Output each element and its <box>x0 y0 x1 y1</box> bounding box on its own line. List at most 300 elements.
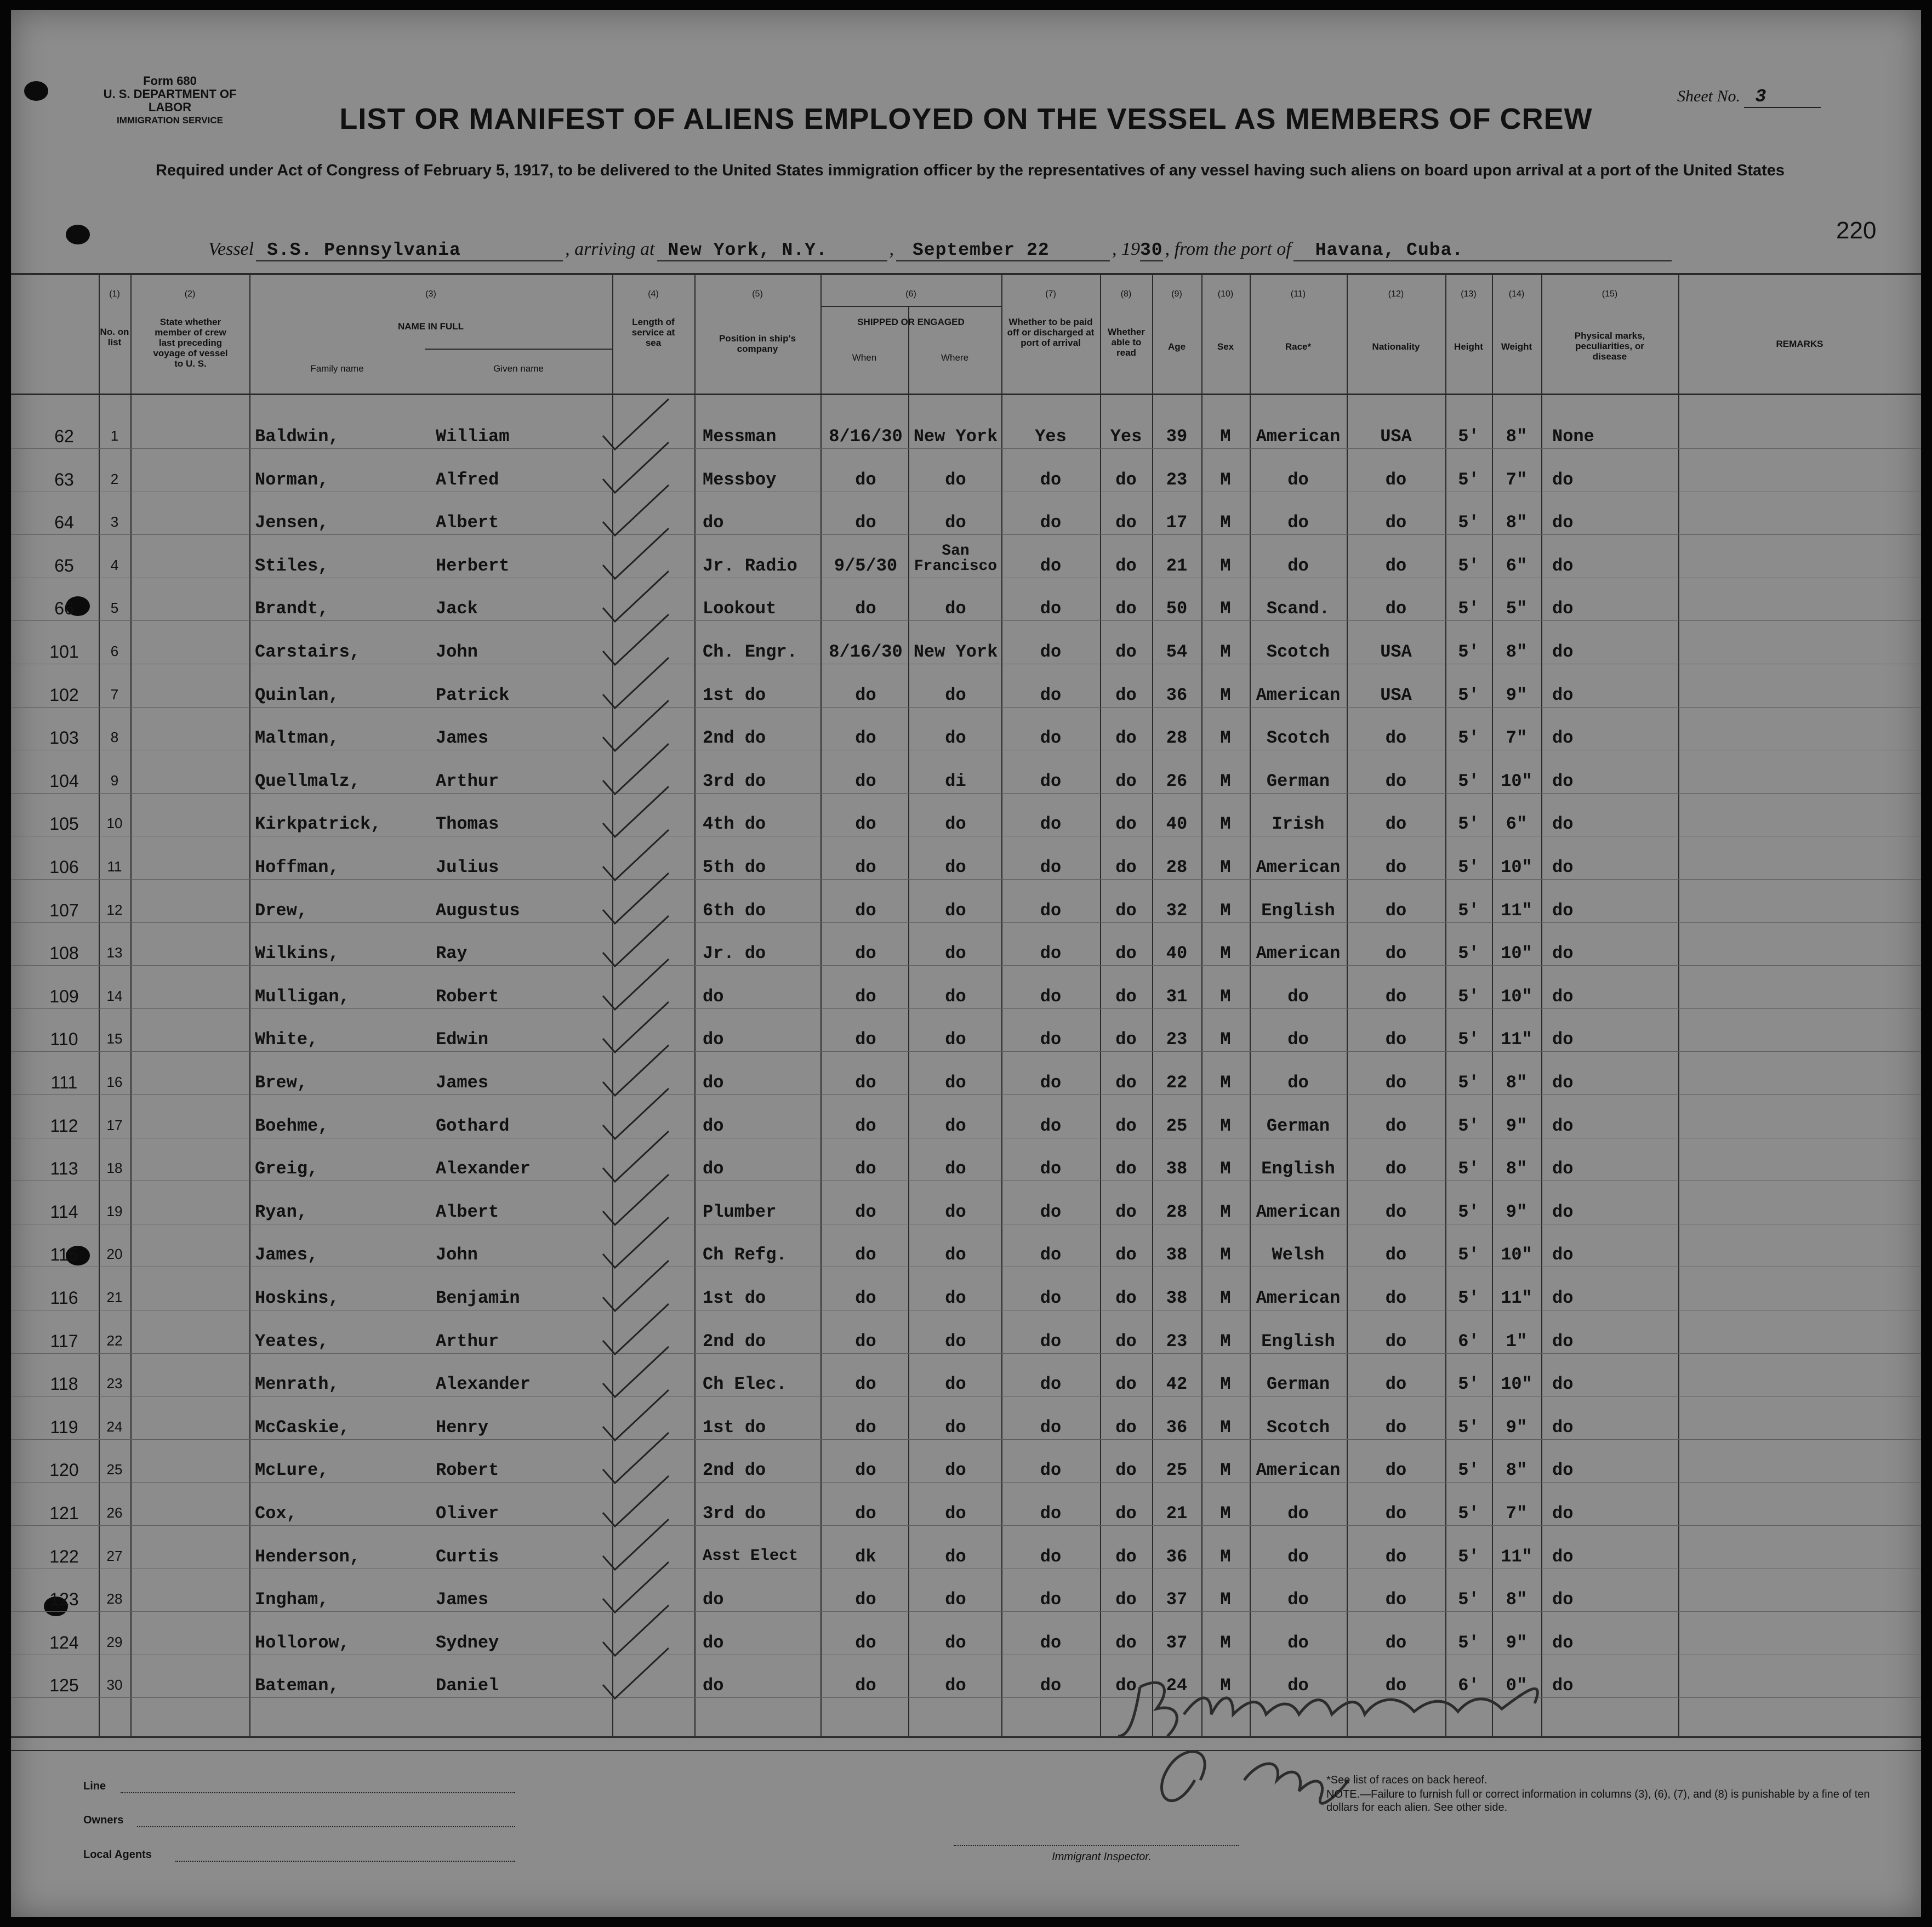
from-label: , from the port of <box>1165 239 1291 259</box>
weight: 6" <box>1506 814 1528 835</box>
col2-num: (2) <box>184 289 196 299</box>
sequence-number: 62 <box>54 426 74 446</box>
family-name: Cox, <box>255 1503 297 1524</box>
age: 38 <box>1166 1288 1188 1308</box>
sex: M <box>1220 1417 1231 1438</box>
physical-marks: do <box>1552 1632 1574 1653</box>
able-to-read: do <box>1115 1115 1137 1136</box>
position: 6th do <box>703 900 766 921</box>
nationality: USA <box>1380 685 1412 705</box>
able-to-read: do <box>1115 1073 1137 1093</box>
nationality: do <box>1385 1201 1407 1222</box>
paid-off: do <box>1040 512 1062 533</box>
page-subtitle: Required under Act of Congress of February 5, 1917, to be delivered to the United States immigration officer by the representatives of any vessel having such aliens on board upon arrival at a port of the United States <box>155 162 1785 179</box>
sequence-number: 117 <box>50 1331 78 1351</box>
height: 5' <box>1458 1546 1479 1567</box>
year-prefix: , 19 <box>1112 239 1140 259</box>
age: 37 <box>1166 1589 1188 1610</box>
physical-marks: do <box>1552 1331 1574 1352</box>
nationality: do <box>1385 1417 1407 1438</box>
shipped-where: do <box>945 900 966 921</box>
family-name: James, <box>255 1245 318 1265</box>
shipped-where: do <box>945 1115 966 1136</box>
arrival-port: New York, N.Y. <box>657 240 887 261</box>
shipped-where: do <box>945 1460 966 1481</box>
shipped-where: San Francisco <box>914 542 998 575</box>
row-number: 8 <box>110 729 119 746</box>
given-name: John <box>436 1245 478 1265</box>
given-name: Albert <box>436 1201 499 1222</box>
family-name: Baldwin, <box>255 426 339 447</box>
sequence-number: 102 <box>49 685 79 705</box>
row-number: 10 <box>106 815 123 832</box>
weight: 9" <box>1506 1201 1528 1222</box>
sheet-label: Sheet No. <box>1677 87 1740 105</box>
able-to-read: do <box>1115 943 1137 964</box>
age: 28 <box>1166 857 1188 877</box>
shipped-when: dk <box>855 1546 876 1567</box>
given-name: James <box>436 1073 489 1093</box>
nationality: do <box>1385 1288 1407 1308</box>
position: 1st do <box>703 685 766 705</box>
race: do <box>1287 1073 1309 1093</box>
row-number: 24 <box>106 1418 123 1435</box>
col3-num: (3) <box>425 289 436 299</box>
given-name: Ray <box>436 943 468 964</box>
shipped-where: do <box>945 814 966 835</box>
shipped-where: do <box>945 1331 966 1352</box>
able-to-read: do <box>1115 1589 1137 1610</box>
position: Messman <box>703 426 777 447</box>
age: 38 <box>1166 1159 1188 1179</box>
nationality: do <box>1385 1374 1407 1395</box>
shipped-when: do <box>855 1245 876 1265</box>
shipped-when: do <box>855 1115 876 1136</box>
race: Scotch <box>1266 1417 1330 1438</box>
height: 5' <box>1458 1159 1479 1179</box>
sex: M <box>1220 1632 1231 1653</box>
sequence-number: 104 <box>49 771 79 791</box>
local-agents-label: Local Agents <box>83 1849 152 1861</box>
row-number: 20 <box>106 1246 123 1263</box>
shipped-where: do <box>945 857 966 877</box>
weight: 8" <box>1506 426 1528 447</box>
position: do <box>703 512 724 533</box>
shipped-when: do <box>855 1288 876 1308</box>
physical-marks: do <box>1552 728 1574 749</box>
shipped-when: do <box>855 771 876 791</box>
col2-header: State whether member of crew last preceding voyage of vessel to U. S. <box>153 317 228 369</box>
col9-num: (9) <box>1171 289 1182 299</box>
weight: 10" <box>1501 1374 1532 1395</box>
height: 5' <box>1458 1632 1479 1653</box>
shipped-where: do <box>945 1589 966 1610</box>
weight: 11" <box>1501 1546 1532 1567</box>
weight: 11" <box>1501 1288 1532 1308</box>
row-number: 16 <box>106 1074 123 1090</box>
height: 5' <box>1458 512 1479 533</box>
row-number: 21 <box>106 1289 123 1305</box>
col13-header: Height <box>1454 341 1483 352</box>
age: 38 <box>1166 1245 1188 1265</box>
race: American <box>1256 943 1341 964</box>
given-name: Daniel <box>436 1675 499 1696</box>
nationality: do <box>1385 771 1407 791</box>
physical-marks: do <box>1552 900 1574 921</box>
row-number: 11 <box>107 858 122 875</box>
able-to-read: do <box>1115 857 1137 877</box>
height: 5' <box>1458 1029 1479 1050</box>
paid-off: do <box>1040 943 1062 964</box>
able-to-read: do <box>1115 1288 1137 1308</box>
paid-off: do <box>1040 1288 1062 1308</box>
family-name: Mulligan, <box>255 986 350 1007</box>
age: 31 <box>1166 986 1188 1007</box>
race: English <box>1261 900 1335 921</box>
sequence-number: 113 <box>50 1159 78 1179</box>
row-number: 4 <box>110 556 119 573</box>
col13-num: (13) <box>1461 289 1477 299</box>
col6-header: SHIPPED OR ENGAGED <box>857 317 965 327</box>
sex: M <box>1220 1503 1231 1524</box>
family-name: Brew, <box>255 1073 308 1093</box>
line-label: Line <box>83 1780 106 1792</box>
sex: M <box>1220 1589 1231 1610</box>
sequence-number: 120 <box>49 1460 79 1480</box>
nationality: do <box>1385 1115 1407 1136</box>
height: 5' <box>1458 685 1479 705</box>
height: 5' <box>1458 814 1479 835</box>
col4-header: Length of service at sea <box>631 317 675 348</box>
sequence-number: 64 <box>54 512 74 533</box>
paid-off: do <box>1040 1589 1062 1610</box>
nationality: do <box>1385 1632 1407 1653</box>
shipped-when: do <box>855 512 876 533</box>
weight: 10" <box>1501 771 1532 791</box>
nationality: do <box>1385 1460 1407 1481</box>
height: 5' <box>1458 426 1479 447</box>
race: do <box>1287 512 1309 533</box>
age: 54 <box>1166 642 1188 662</box>
col15-header: Physical marks, peculiarities, or disease <box>1574 330 1645 362</box>
sex: M <box>1220 1245 1231 1265</box>
race: American <box>1256 685 1341 705</box>
position: 3rd do <box>703 771 766 791</box>
sequence-number: 111 <box>50 1073 78 1092</box>
shipped-when: do <box>855 1073 876 1093</box>
given-name: Thomas <box>436 814 499 835</box>
shipped-where: New York <box>913 642 998 662</box>
nationality: do <box>1385 1546 1407 1567</box>
row-number: 1 <box>110 427 119 444</box>
race: do <box>1287 555 1309 576</box>
paid-off: do <box>1040 1115 1062 1136</box>
height: 5' <box>1458 1245 1479 1265</box>
row-number: 14 <box>106 987 123 1004</box>
shipped-where: do <box>945 1632 966 1653</box>
vessel-name: S.S. Pennsylvania <box>256 240 563 261</box>
position: do <box>703 1029 724 1050</box>
age: 36 <box>1166 1417 1188 1438</box>
weight: 8" <box>1506 1073 1528 1093</box>
sequence-number: 122 <box>49 1546 79 1566</box>
height: 5' <box>1458 771 1479 791</box>
sequence-number: 107 <box>49 900 79 920</box>
sex: M <box>1220 426 1231 447</box>
vessel-label: Vessel <box>208 239 254 259</box>
race: do <box>1287 1503 1309 1524</box>
weight: 7" <box>1506 1503 1528 1524</box>
arriving-label: , arriving at <box>565 239 655 259</box>
position: Lookout <box>703 598 777 619</box>
able-to-read: do <box>1115 1503 1137 1524</box>
crew-table <box>11 10 1921 1736</box>
height: 6' <box>1458 1331 1479 1352</box>
family-name: Ingham, <box>255 1589 329 1610</box>
position: 5th do <box>703 857 766 877</box>
row-number: 23 <box>106 1375 123 1392</box>
owners-label: Owners <box>83 1814 124 1826</box>
sex: M <box>1220 512 1231 533</box>
weight: 8" <box>1506 1159 1528 1179</box>
able-to-read: do <box>1115 1546 1137 1567</box>
col7-num: (7) <box>1045 289 1056 299</box>
shipped-where: New York <box>913 426 998 447</box>
given-name: Alexander <box>436 1159 531 1179</box>
able-to-read: do <box>1115 1417 1137 1438</box>
sex: M <box>1220 1288 1231 1308</box>
col14-header: Weight <box>1501 341 1532 352</box>
age: 37 <box>1166 1632 1188 1653</box>
position: do <box>703 1159 724 1179</box>
family-name: Maltman, <box>255 728 339 749</box>
race: do <box>1287 1029 1309 1050</box>
position: 1st do <box>703 1288 766 1308</box>
shipped-when: do <box>855 1331 876 1352</box>
age: 21 <box>1166 555 1188 576</box>
able-to-read: do <box>1115 900 1137 921</box>
age: 28 <box>1166 1201 1188 1222</box>
physical-marks: do <box>1552 986 1574 1007</box>
age: 17 <box>1166 512 1188 533</box>
nationality: do <box>1385 1589 1407 1610</box>
height: 5' <box>1458 1288 1479 1308</box>
col10-header: Sex <box>1217 341 1234 352</box>
shipped-when: do <box>855 1417 876 1438</box>
shipped-where: do <box>945 685 966 705</box>
sex: M <box>1220 943 1231 964</box>
sex: M <box>1220 685 1231 705</box>
weight: 8" <box>1506 642 1528 662</box>
col6-num: (6) <box>905 289 916 299</box>
nationality: do <box>1385 469 1407 490</box>
nationality: do <box>1385 1029 1407 1050</box>
position: do <box>703 1115 724 1136</box>
family-name: Bateman, <box>255 1675 339 1696</box>
row-number: 17 <box>106 1116 123 1133</box>
position: 2nd do <box>703 728 766 749</box>
height: 5' <box>1458 1417 1479 1438</box>
sequence-number: 105 <box>49 814 79 834</box>
physical-marks: do <box>1552 555 1574 576</box>
weight: 7" <box>1506 728 1528 749</box>
weight: 9" <box>1506 1632 1528 1653</box>
given-name: Benjamin <box>436 1288 520 1308</box>
position: do <box>703 986 724 1007</box>
department-name: U. S. DEPARTMENT OF LABOR <box>103 87 237 114</box>
height: 5' <box>1458 1201 1479 1222</box>
race: Scotch <box>1266 728 1330 749</box>
weight: 6" <box>1506 555 1528 576</box>
family-name: Quellmalz, <box>255 771 361 791</box>
height: 5' <box>1458 1589 1479 1610</box>
family-name: Yeates, <box>255 1331 329 1352</box>
physical-marks: do <box>1552 1029 1574 1050</box>
page-number: 220 <box>1836 217 1877 244</box>
shipped-where: do <box>945 986 966 1007</box>
able-to-read: do <box>1115 598 1137 619</box>
position: Jr. Radio <box>703 555 797 576</box>
height: 5' <box>1458 728 1479 749</box>
shipped-when: do <box>855 900 876 921</box>
shipped-where: do <box>945 1675 966 1696</box>
physical-marks: do <box>1552 1159 1574 1179</box>
height: 5' <box>1458 1374 1479 1395</box>
given-name: Augustus <box>436 900 520 921</box>
able-to-read: do <box>1115 685 1137 705</box>
col11-header: Race* <box>1285 341 1312 352</box>
family-name: McCaskie, <box>255 1417 350 1438</box>
able-to-read: do <box>1115 1245 1137 1265</box>
weight: 5" <box>1506 598 1528 619</box>
sequence-number: 101 <box>49 642 79 662</box>
height: 5' <box>1458 1460 1479 1481</box>
col3-header: NAME IN FULL <box>398 321 464 332</box>
physical-marks: do <box>1552 1201 1574 1222</box>
sequence-number: 114 <box>50 1201 78 1222</box>
family-name: Brandt, <box>255 598 329 619</box>
age: 50 <box>1166 598 1188 619</box>
weight: 11" <box>1501 900 1532 921</box>
position: 2nd do <box>703 1460 766 1481</box>
sex: M <box>1220 1115 1231 1136</box>
position: Jr. do <box>703 943 766 964</box>
check-mark-icon <box>592 1644 674 1704</box>
row-number: 3 <box>110 514 119 531</box>
paid-off: do <box>1040 900 1062 921</box>
sex: M <box>1220 900 1231 921</box>
paid-off: do <box>1040 1417 1062 1438</box>
shipped-when: do <box>855 1029 876 1050</box>
nationality: do <box>1385 1331 1407 1352</box>
shipped-where: do <box>945 943 966 964</box>
able-to-read: do <box>1115 1201 1137 1222</box>
sequence-number: 109 <box>49 986 79 1006</box>
family-name: Ryan, <box>255 1201 308 1222</box>
nationality: do <box>1385 512 1407 533</box>
height: 5' <box>1458 1115 1479 1136</box>
physical-marks: do <box>1552 1115 1574 1136</box>
weight: 10" <box>1501 943 1532 964</box>
nationality: do <box>1385 1675 1407 1696</box>
weight: 8" <box>1506 1589 1528 1610</box>
shipped-where: do <box>945 1029 966 1050</box>
race: American <box>1256 1288 1341 1308</box>
family-name: Greig, <box>255 1159 318 1179</box>
family-name: Kirkpatrick, <box>255 814 381 835</box>
age: 22 <box>1166 1073 1188 1093</box>
family-name: Hoskins, <box>255 1288 339 1308</box>
sex: M <box>1220 1374 1231 1395</box>
races-note: *See list of races on back hereof. <box>1326 1774 1488 1786</box>
col8-header: Whether able to read <box>1108 327 1145 358</box>
sequence-number: 112 <box>50 1115 78 1136</box>
physical-marks: do <box>1552 469 1574 490</box>
paid-off: do <box>1040 1374 1062 1395</box>
service-name: IMMIGRATION SERVICE <box>117 115 223 126</box>
able-to-read: do <box>1115 728 1137 749</box>
sequence-number: 125 <box>49 1675 79 1696</box>
weight: 11" <box>1501 1029 1532 1050</box>
age: 40 <box>1166 814 1188 835</box>
family-name: Drew, <box>255 900 308 921</box>
height: 5' <box>1458 555 1479 576</box>
height: 5' <box>1458 986 1479 1007</box>
paid-off: do <box>1040 469 1062 490</box>
physical-marks: do <box>1552 1460 1574 1481</box>
shipped-when: do <box>855 986 876 1007</box>
arrival-year: 30 <box>1140 240 1163 260</box>
sex: M <box>1220 771 1231 791</box>
position: 2nd do <box>703 1331 766 1352</box>
physical-marks: do <box>1552 1503 1574 1524</box>
height: 5' <box>1458 943 1479 964</box>
paid-off: do <box>1040 1331 1062 1352</box>
sex: M <box>1220 1073 1231 1093</box>
race: Scotch <box>1266 642 1330 662</box>
age: 25 <box>1166 1460 1188 1481</box>
when-header: When <box>852 352 877 363</box>
col14-num: (14) <box>1508 289 1525 299</box>
able-to-read: Yes <box>1110 426 1142 447</box>
nationality: do <box>1385 1245 1407 1265</box>
sequence-number: 66 <box>54 598 74 619</box>
race: German <box>1266 771 1330 791</box>
sequence-number: 116 <box>50 1288 78 1308</box>
sheet-value: 3 <box>1744 87 1821 108</box>
race: do <box>1287 986 1309 1007</box>
height: 5' <box>1458 857 1479 877</box>
shipped-when: do <box>855 1460 876 1481</box>
where-header: Where <box>941 352 969 363</box>
given-name: Edwin <box>436 1029 489 1050</box>
departure-port: Havana, Cuba. <box>1293 240 1672 261</box>
able-to-read: do <box>1115 1159 1137 1179</box>
physical-marks: do <box>1552 943 1574 964</box>
sequence-number: 124 <box>49 1632 79 1652</box>
age: 39 <box>1166 426 1188 447</box>
given-name: John <box>436 642 478 662</box>
nationality: do <box>1385 555 1407 576</box>
paid-off: do <box>1040 1503 1062 1524</box>
sex: M <box>1220 1029 1231 1050</box>
family-name: Carstairs, <box>255 642 361 662</box>
race: English <box>1261 1331 1335 1352</box>
family-name: Hoffman, <box>255 857 339 877</box>
physical-marks: None <box>1552 426 1594 447</box>
shipped-where: do <box>945 1159 966 1179</box>
row-number: 22 <box>106 1332 123 1349</box>
